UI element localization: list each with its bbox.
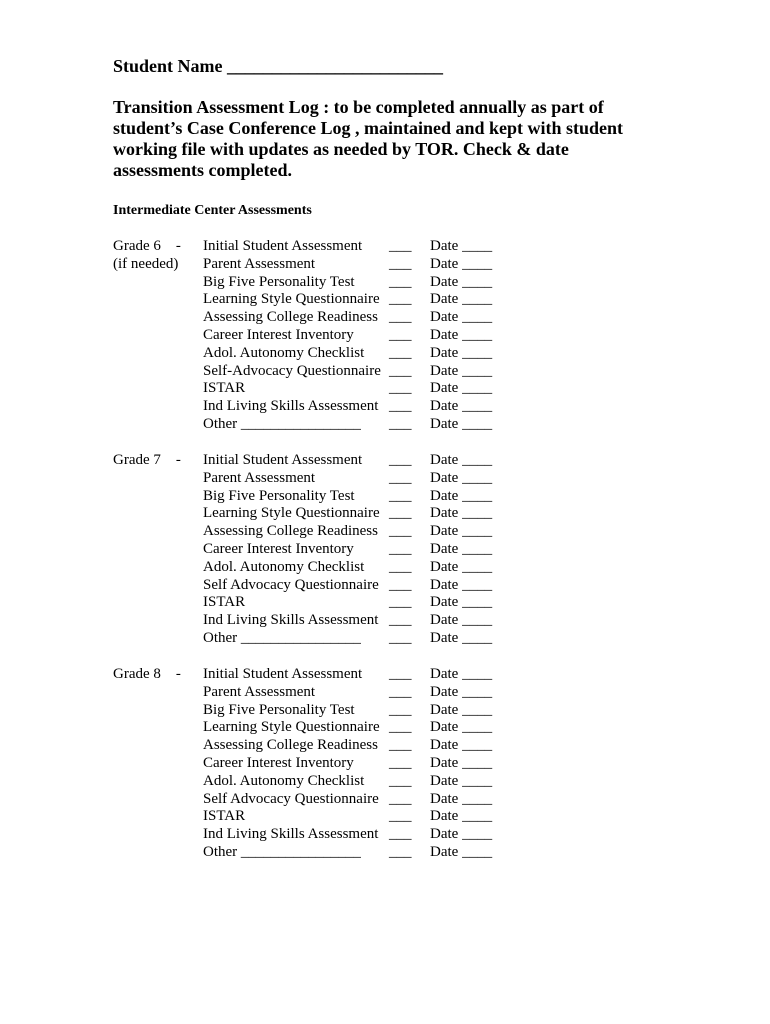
- assessment-row: [0, 594, 600, 612]
- assessment-row: [0, 523, 600, 541]
- date-blank[interactable]: Date ____: [430, 808, 493, 825]
- assessment-row: [0, 309, 600, 327]
- assessment-row: [0, 630, 600, 648]
- date-blank[interactable]: Date ____: [430, 576, 493, 593]
- check-blank[interactable]: ___: [389, 255, 412, 272]
- title-line: Transition Assessment Log : to be completed annually as part of: [113, 97, 604, 117]
- title-line: student’s Case Conference Log , maintained and kept with student: [113, 118, 624, 138]
- assessment-row: [0, 719, 600, 737]
- check-blank[interactable]: ___: [389, 754, 412, 771]
- check-blank[interactable]: ___: [389, 612, 412, 629]
- assessment-name: Assessing College Readiness: [203, 523, 378, 540]
- assessment-row: [0, 505, 600, 523]
- assessment-row: [0, 666, 600, 684]
- check-blank[interactable]: ___: [389, 558, 412, 575]
- date-blank[interactable]: Date ____: [430, 790, 493, 807]
- check-blank[interactable]: ___: [389, 452, 412, 468]
- assessment-row: [0, 773, 600, 791]
- date-blank[interactable]: Date ____: [430, 487, 493, 504]
- check-blank[interactable]: ___: [389, 326, 412, 343]
- check-blank[interactable]: ___: [389, 273, 412, 290]
- date-blank[interactable]: Date ____: [430, 398, 493, 415]
- check-blank[interactable]: ___: [389, 737, 412, 754]
- date-blank[interactable]: Date ____: [430, 666, 493, 682]
- assessment-name: ISTAR: [203, 594, 246, 611]
- date-blank[interactable]: Date ____: [430, 540, 493, 557]
- date-blank[interactable]: Date ____: [430, 826, 493, 843]
- assessment-name: Learning Style Questionnaire: [203, 291, 380, 308]
- grade-label: Grade 8 -: [113, 666, 181, 682]
- date-blank[interactable]: Date ____: [430, 255, 493, 272]
- grade-label: Grade 7 -: [113, 452, 181, 468]
- date-blank[interactable]: Date ____: [430, 719, 493, 736]
- assessment-name: Learning Style Questionnaire: [203, 719, 380, 736]
- check-blank[interactable]: ___: [389, 808, 412, 825]
- assessment-list: [0, 238, 600, 434]
- check-blank[interactable]: ___: [389, 398, 412, 415]
- section-heading: Intermediate Center Assessments: [113, 203, 312, 218]
- date-blank[interactable]: Date ____: [430, 772, 493, 789]
- assessment-name: Parent Assessment: [203, 683, 316, 700]
- assessment-name: Big Five Personality Test: [203, 273, 355, 290]
- title-line: assessments completed.: [113, 160, 292, 180]
- assessment-name: Other ________________: [203, 843, 361, 860]
- check-blank[interactable]: ___: [389, 826, 412, 843]
- check-blank[interactable]: ___: [389, 380, 412, 397]
- date-blank[interactable]: Date ____: [430, 469, 493, 486]
- assessment-row: [0, 345, 600, 363]
- assessment-name: Career Interest Inventory: [203, 326, 354, 343]
- date-blank[interactable]: Date ____: [430, 701, 493, 718]
- assessment-row: [0, 684, 600, 702]
- assessment-row: [0, 488, 600, 506]
- check-blank[interactable]: ___: [389, 719, 412, 736]
- assessment-name: Adol. Autonomy Checklist: [203, 772, 365, 789]
- assessment-row: [0, 380, 600, 398]
- assessment-row: [0, 452, 600, 470]
- date-blank[interactable]: Date ____: [430, 683, 493, 700]
- assessment-name: ISTAR: [203, 380, 246, 397]
- check-blank[interactable]: ___: [389, 666, 412, 682]
- assessment-name: Initial Student Assessment: [203, 666, 363, 682]
- date-blank[interactable]: Date ____: [430, 843, 493, 860]
- assessment-name: Other ________________: [203, 415, 361, 432]
- assessment-name: Self-Advocacy Questionnaire: [203, 362, 381, 379]
- assessment-name: ISTAR: [203, 808, 246, 825]
- check-blank[interactable]: ___: [389, 790, 412, 807]
- check-blank[interactable]: ___: [389, 701, 412, 718]
- assessment-name: Big Five Personality Test: [203, 701, 355, 718]
- assessment-name: Ind Living Skills Assessment: [203, 612, 379, 629]
- assessment-row: [0, 291, 600, 309]
- assessment-row: [0, 559, 600, 577]
- check-blank[interactable]: ___: [389, 487, 412, 504]
- assessment-name: Ind Living Skills Assessment: [203, 826, 379, 843]
- assessment-name: Adol. Autonomy Checklist: [203, 344, 365, 361]
- assessment-row: [0, 327, 600, 345]
- assessment-row: [0, 274, 600, 292]
- grade-label: Grade 6 - (if needed): [113, 238, 181, 272]
- check-blank[interactable]: ___: [389, 505, 412, 522]
- assessment-name: Career Interest Inventory: [203, 540, 354, 557]
- date-blank[interactable]: Date ____: [430, 737, 493, 754]
- assessment-name: Parent Assessment: [203, 255, 316, 272]
- check-blank[interactable]: ___: [389, 576, 412, 593]
- assessment-row: [0, 577, 600, 595]
- assessment-row: [0, 808, 600, 826]
- date-blank[interactable]: Date ____: [430, 309, 493, 326]
- date-blank[interactable]: Date ____: [430, 523, 493, 540]
- page-title: [113, 97, 633, 181]
- check-blank[interactable]: ___: [389, 843, 412, 860]
- date-blank[interactable]: Date ____: [430, 558, 493, 575]
- assessment-row: [0, 755, 600, 773]
- date-blank[interactable]: Date ____: [430, 344, 493, 361]
- assessment-row: [0, 844, 600, 862]
- assessment-name: Career Interest Inventory: [203, 754, 354, 771]
- assessment-name: Self Advocacy Questionnaire: [203, 576, 379, 593]
- check-blank[interactable]: ___: [389, 772, 412, 789]
- assessment-row: [0, 612, 600, 630]
- date-blank[interactable]: Date ____: [430, 505, 493, 522]
- check-blank[interactable]: ___: [389, 540, 412, 557]
- assessment-name: Learning Style Questionnaire: [203, 505, 380, 522]
- date-blank[interactable]: Date ____: [430, 238, 493, 254]
- assessment-row: [0, 737, 600, 755]
- assessment-name: Ind Living Skills Assessment: [203, 398, 379, 415]
- check-blank[interactable]: ___: [389, 291, 412, 308]
- assessment-row: [0, 416, 600, 434]
- assessment-name: Parent Assessment: [203, 469, 316, 486]
- check-blank[interactable]: ___: [389, 309, 412, 326]
- date-blank[interactable]: Date ____: [430, 380, 493, 397]
- assessment-row: [0, 238, 600, 256]
- date-blank[interactable]: Date ____: [430, 291, 493, 308]
- assessment-row: [0, 541, 600, 559]
- check-blank[interactable]: ___: [389, 344, 412, 361]
- check-blank[interactable]: ___: [389, 629, 412, 646]
- assessment-name: Big Five Personality Test: [203, 487, 355, 504]
- assessment-row: [0, 398, 600, 416]
- date-blank[interactable]: Date ____: [430, 415, 493, 432]
- check-blank[interactable]: ___: [389, 523, 412, 540]
- date-blank[interactable]: Date ____: [430, 629, 493, 646]
- check-blank[interactable]: ___: [389, 594, 412, 611]
- check-blank[interactable]: ___: [389, 238, 412, 254]
- assessment-row: [0, 791, 600, 809]
- assessment-row: [0, 470, 600, 488]
- date-blank[interactable]: Date ____: [430, 754, 493, 771]
- date-blank[interactable]: Date ____: [430, 594, 493, 611]
- assessment-row: [0, 702, 600, 720]
- check-blank[interactable]: ___: [389, 469, 412, 486]
- assessment-row: [0, 826, 600, 844]
- assessment-list: [0, 452, 600, 648]
- title-line: working file with updates as needed by TOR. Check & date: [113, 139, 569, 159]
- date-blank[interactable]: Date ____: [430, 362, 493, 379]
- date-blank[interactable]: Date ____: [430, 273, 493, 290]
- check-blank[interactable]: ___: [389, 683, 412, 700]
- assessment-row: [0, 363, 600, 381]
- check-blank[interactable]: ___: [389, 415, 412, 432]
- assessment-name: Adol. Autonomy Checklist: [203, 558, 365, 575]
- assessment-row: [0, 256, 600, 274]
- assessment-name: Assessing College Readiness: [203, 737, 378, 754]
- assessment-name: Other ________________: [203, 629, 361, 646]
- assessment-list: [0, 666, 600, 862]
- check-blank[interactable]: ___: [389, 362, 412, 379]
- date-blank[interactable]: Date ____: [430, 326, 493, 343]
- assessment-name: Initial Student Assessment: [203, 238, 363, 254]
- date-blank[interactable]: Date ____: [430, 612, 493, 629]
- assessment-name: Self Advocacy Questionnaire: [203, 790, 379, 807]
- assessment-name: Initial Student Assessment: [203, 452, 363, 468]
- date-blank[interactable]: Date ____: [430, 452, 493, 468]
- assessment-name: Assessing College Readiness: [203, 309, 378, 326]
- student-name-field[interactable]: Student Name ________________________: [113, 56, 444, 76]
